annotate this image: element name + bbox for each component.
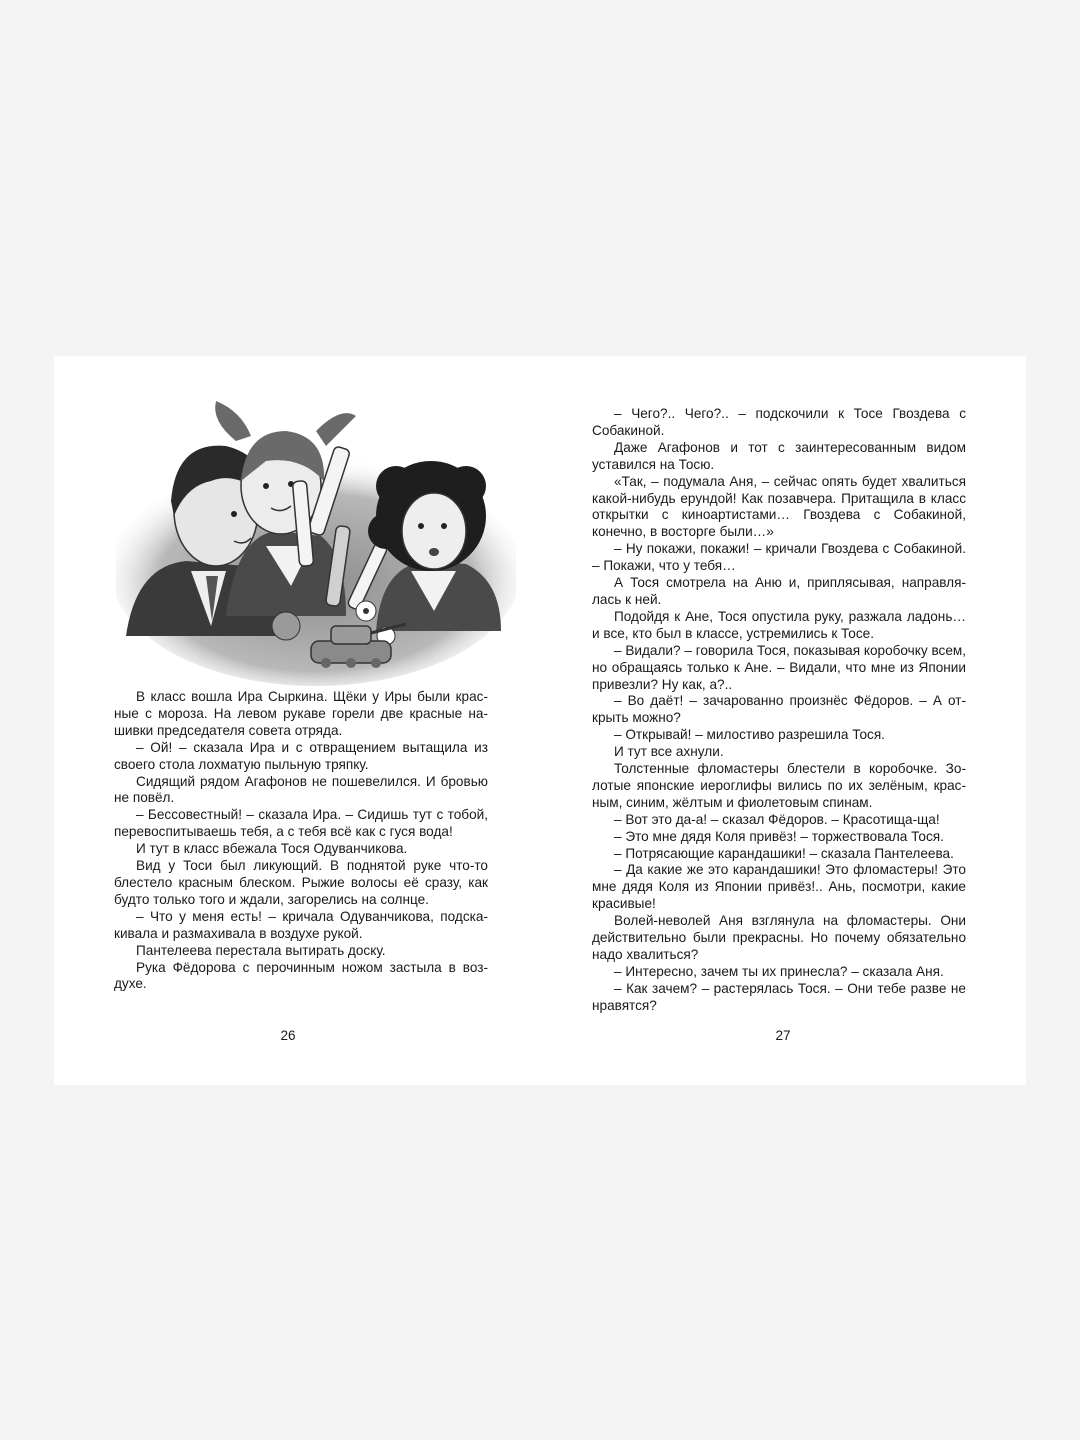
paragraph: И тут в класс вбежала Тося Одуванчикова. xyxy=(136,841,408,857)
paragraph: Вид у Тоси был ликующий. В поднятой руке что-то блестело красным блеском. Рыжие волосы её сразу, как будто только того и ждали, загорелись на солнце. xyxy=(114,858,488,907)
right-page-text xyxy=(592,406,966,1015)
paragraph: Толстенные фломастеры блестели в коробочке. Золотые японские иероглифы вились по их зелёным, красным, синим, жёлтым и фиолетовым спинам. xyxy=(592,761,966,810)
paragraph: Рука Фёдорова с перочинным ножом застыла в воздухе. xyxy=(114,959,488,992)
paragraph: А Тося смотрела на Аню и, приплясывая, направлялась к ней. xyxy=(592,575,966,607)
paragraph: – Что у меня есть! – кричала Одуванчикова, подскакивала и размахивала в воздухе рукой. xyxy=(114,908,488,941)
paragraph: – Открывай! – милостиво разрешила Тося. xyxy=(614,727,885,743)
paragraph: Подойдя к Ане, Тося опустила руку, разжала ладонь… и все, кто был в классе, устремились к Тосе. xyxy=(592,608,966,641)
paragraph: – Интересно, зачем ты их принесла? – сказала Аня. xyxy=(614,963,944,979)
paragraph: И тут все ахнули. xyxy=(614,744,724,760)
right-page xyxy=(540,356,1026,1085)
paragraph: – Как зачем? – растерялась Тося. – Они тебе разве не нравятся? xyxy=(592,980,966,1013)
paragraph: «Так, – подумала Аня, – сейчас опять будет хвалиться какой-нибудь ерундой! Как позавчера. Притащила в класс открытки с киноартистами… Гвоздева с Собакиной, конечно, в восторге были…» xyxy=(592,473,966,540)
book-spread xyxy=(54,356,1026,1085)
paragraph: Волей-неволей Аня взглянула на фломастеры. Они действительно были прекрасны. Но почему обязательно надо хвалиться? xyxy=(592,913,966,962)
paragraph: В класс вошла Ира Сыркина. Щёки у Иры были красные с мороза. На левом рукаве горели две красные нашивки председателя совета отряда. xyxy=(114,689,488,738)
paragraph: Сидящий рядом Агафонов не пошевелился. И бровью не повёл. xyxy=(114,773,488,806)
paragraph: – Видали? – говорила Тося, показывая коробочку всем, но обращаясь только к Ане. – Видали, что мне из Японии привезли? Ну как, а?.. xyxy=(592,642,966,692)
paragraph: – Вот это да-а! – сказал Фёдоров. – Красотища-ща! xyxy=(614,811,940,827)
paragraph: – Да какие же это карандашики! Это фломастеры! Это мне дядя Коля из Японии привёз!.. Ань, посмотри, какие красивые! xyxy=(592,862,966,912)
left-page xyxy=(54,356,540,1085)
paragraph: – Потрясающие карандашики! – сказала Пантелеева. xyxy=(614,845,954,861)
paragraph: – Ну покажи, покажи! – кричали Гвоздева с Собакиной. – Покажи, что у тебя… xyxy=(592,541,966,574)
left-page-text xyxy=(114,689,488,993)
children-illustration xyxy=(116,386,516,686)
paragraph: Даже Агафонов и тот с заинтересованным видом уставился на Тосю. xyxy=(592,439,966,472)
paragraph: – Это мне дядя Коля привёз! – торжествовала Тося. xyxy=(614,828,944,844)
page-number-right: 27 xyxy=(775,1028,791,1043)
paragraph: – Ой! – сказала Ира и с отвращением вытащила из своего стола лохматую пыльную тряпку. xyxy=(114,739,488,772)
paragraph: – Во даёт! – зачарованно произнёс Фёдоров. – А открыть можно? xyxy=(592,693,966,726)
paragraph: Пантелеева перестала вытирать доску. xyxy=(136,942,386,958)
page-number-left: 26 xyxy=(280,1028,296,1043)
paragraph: – Бессовестный! – сказала Ира. – Сидишь тут с тобой, перевоспитываешь тебя, а с тебя всё как с гуся вода! xyxy=(114,807,488,840)
paragraph: – Чего?.. Чего?.. – подскочили к Тосе Гвоздева с Собакиной. xyxy=(592,406,966,438)
